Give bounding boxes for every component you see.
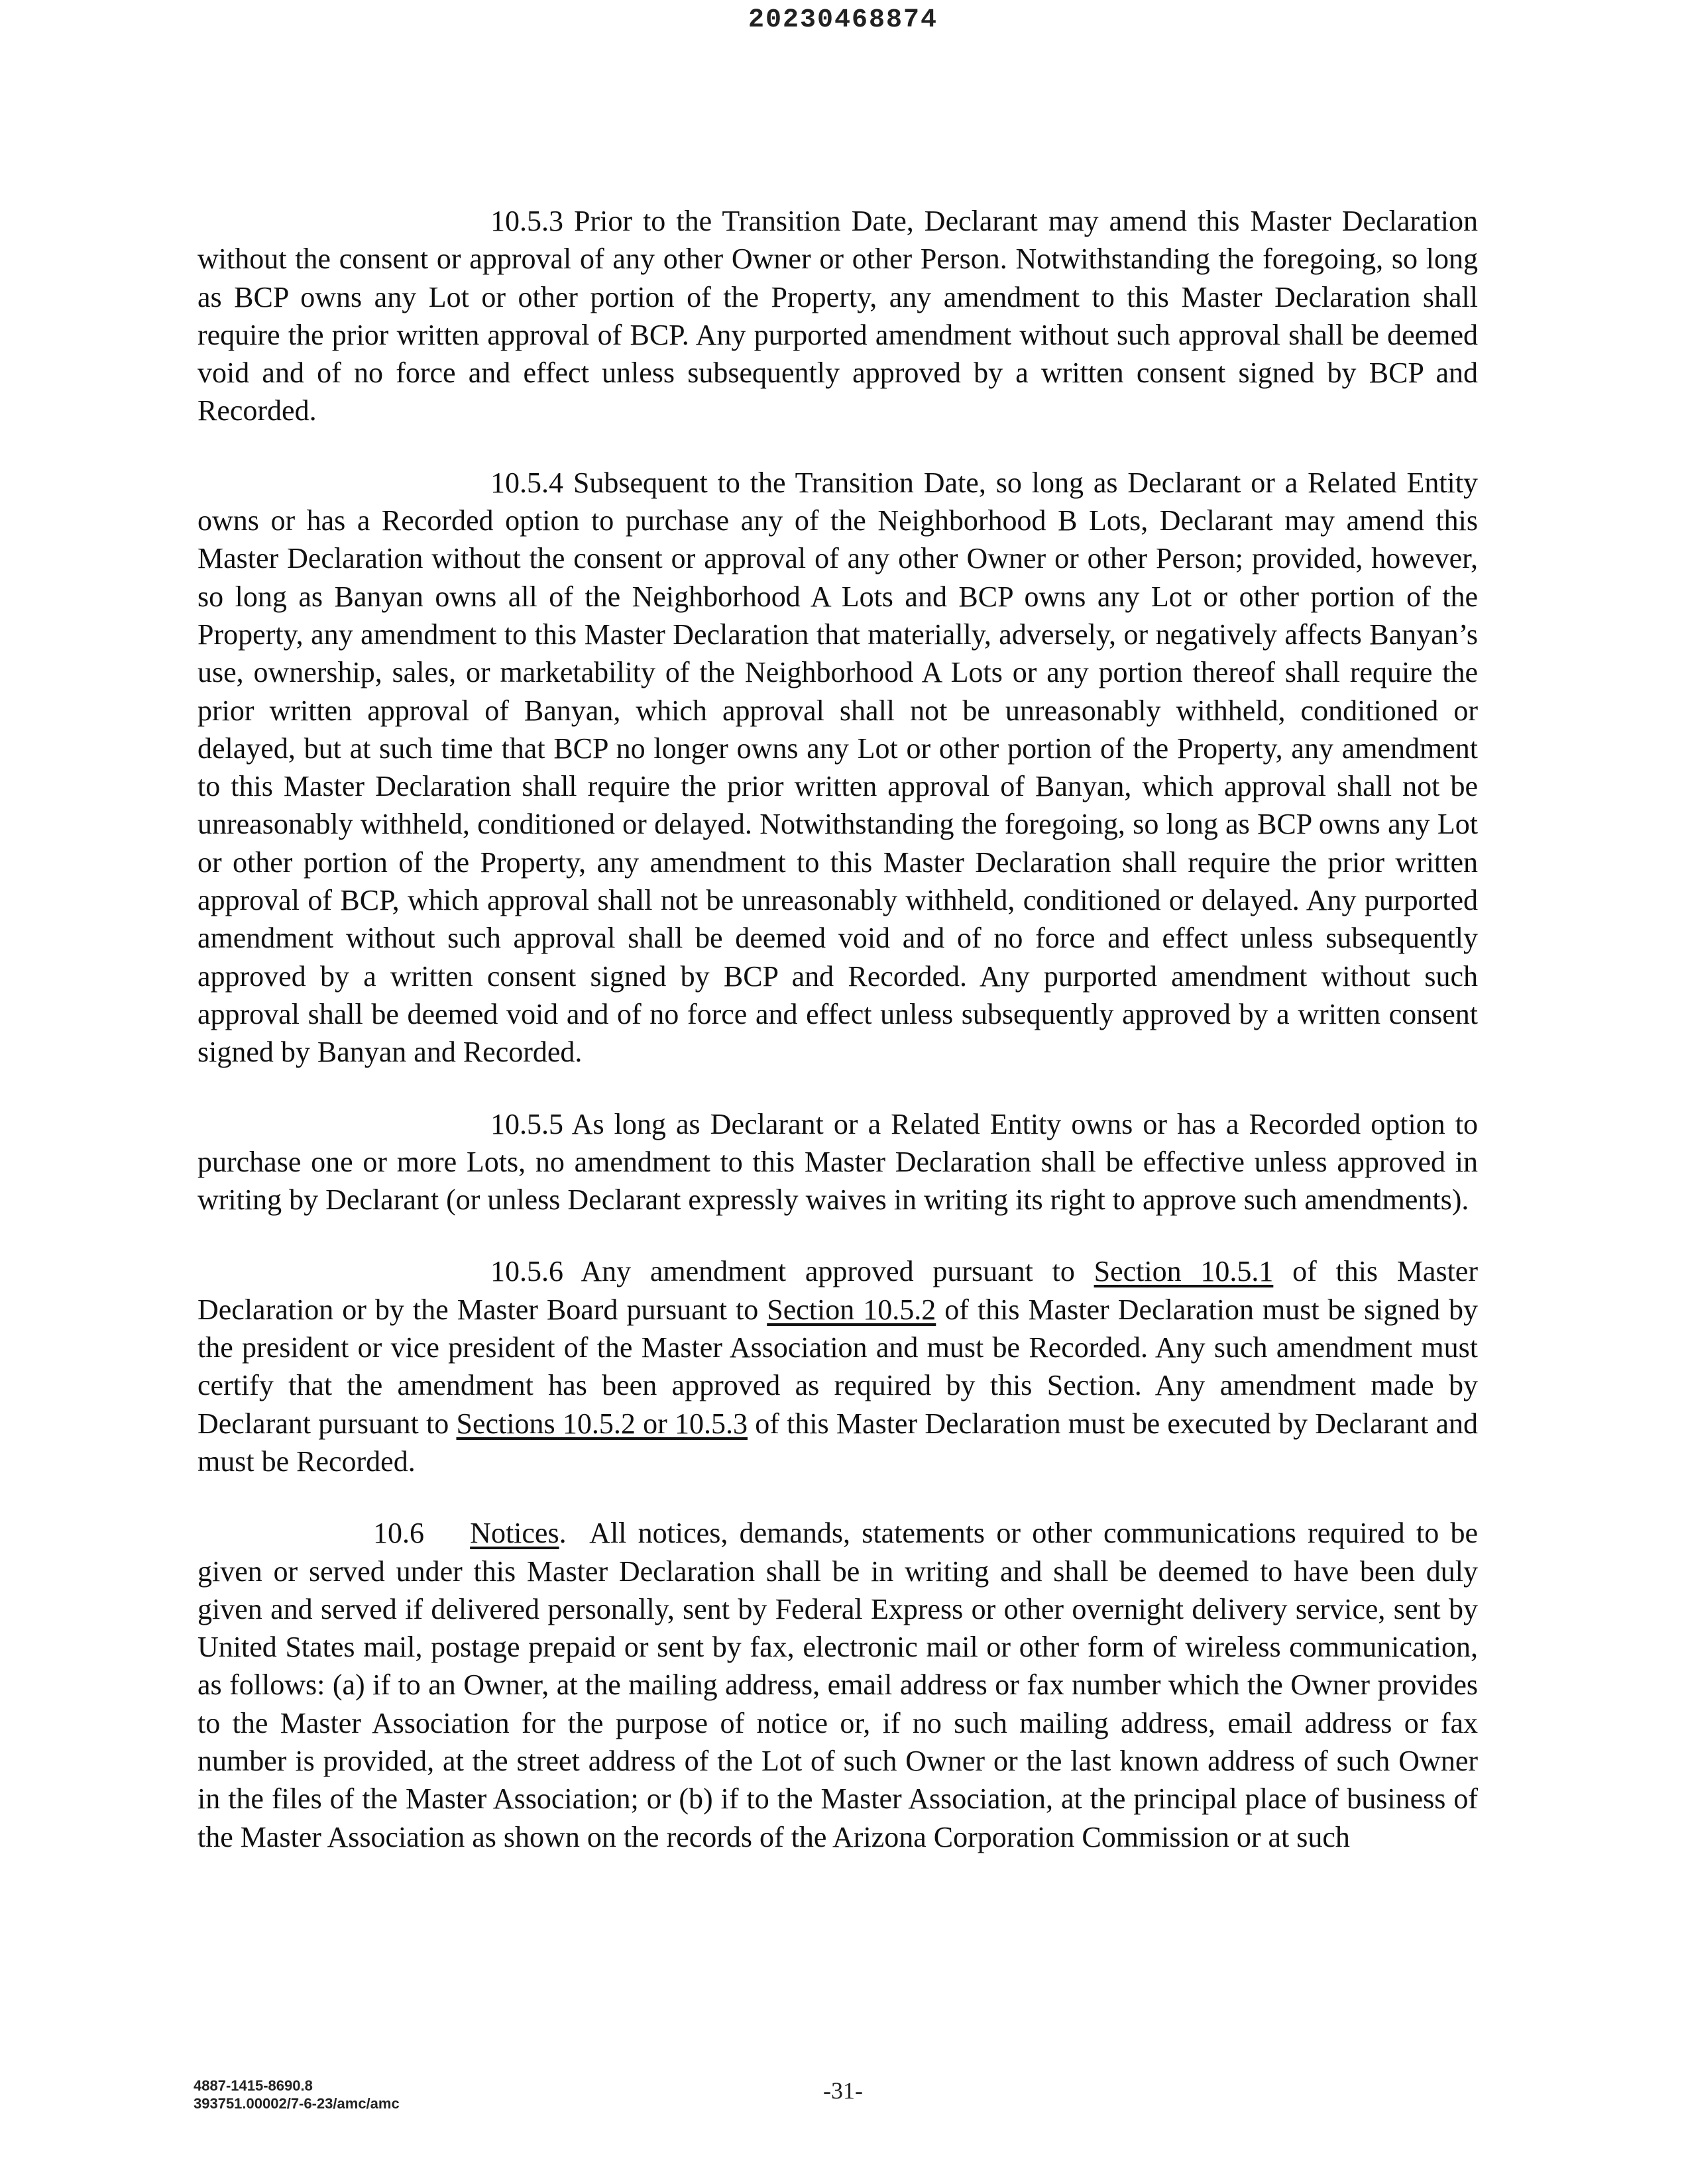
section-10-5-6-text-3: of this Master Declaration must be signed by the president or vice president of the Master Association and must be Recorded. Any such amendment must certify that the amendment has been approved as required by this Section. Any amendment made by Declarant pursuant to (197, 1293, 1479, 1440)
section-10-5-5: 10.5.5 As long as Declarant or a Related Entity owns or has a Recorded option to purchase one or more Lots, no amendment to this Master Declaration shall be effective unless approved in writing by Declarant (or unless Declarant expressly waives in writing its right to approve such amendments). (197, 1107, 1478, 1217)
section-10-5-6-text-2: of this Master Declaration or by the Master Board pursuant to (197, 1255, 1478, 1326)
section-10-6-heading-punct: . (559, 1517, 567, 1550)
section-10-5-1-reference: Section 10.5.1 (1094, 1255, 1274, 1288)
section-10-6-text: All notices, demands, statements or other communications required to be given or served under this Master Declaration shall be in writing and shall be deemed to have been duly given and served if delivered personally, sent by Federal Express or other overnight delivery service, sent by United States mail, postage prepaid or sent by fax, electronic mail or other form of wireless communication, as follows: (a) if to an Owner, at the mailing address, email address or fax number which the Owner provides to the Master Association for the purpose of notice or, if no such mailing address, email address or fax number is provided, at the street address of the Lot of such Owner or the last known address of such Owner in the files of the Master Association; or (b) if to the Master Association, at the principal place of business of the Master Association as shown on the records of the Arizona Corporation Commission or at such (197, 1517, 1479, 1853)
sections-10-5-2-10-5-3-reference: Sections 10.5.2 or 10.5.3 (456, 1407, 748, 1440)
section-10-5-6-text-1: 10.5.6 Any amendment approved pursuant to (490, 1255, 1094, 1288)
section-10-5-4: 10.5.4 Subsequent to the Transition Date, so long as Declarant or a Related Entity owns or has a Recorded option to purchase any of the Neighborhood B Lots, Declarant may amend this Master Declaration without the consent or approval of any other Owner or other Person; provided, however, so long as Banyan owns all of the Neighborhood A Lots and BCP owns any Lot or other portion of the Property, any amendment to this Master Declaration that materially, adversely, or negatively affects Banyan’s use, ownership, sales, or marketability of the Neighborhood A Lots or any portion thereof shall require the prior written approval of Banyan, which approval shall not be unreasonably withheld, conditioned or delayed, but at such time that BCP no longer owns any Lot or other portion of the Property, any amendment to this Master Declaration shall require the prior written approval of Banyan, which approval shall not be unreasonably withheld, conditioned or delayed. Notwithstanding the foregoing, so long as BCP owns any Lot or other portion of the Property, any amendment to this Master Declaration shall require the prior written approval of BCP, which approval shall not be unreasonably withheld, conditioned or delayed. Any purported amendment without such approval shall be deemed void and of no force and effect unless subsequently approved by a written consent signed by BCP and Recorded. Any purported amendment without such approval shall be deemed void and of no force and effect unless subsequently approved by a written consent signed by Banyan and Recorded. (197, 466, 1478, 1069)
page-number: -31- (823, 2077, 863, 2104)
footer-matter-id: 393751.00002/7-6-23/amc/amc (194, 2095, 400, 2112)
section-10-6 (197, 1514, 1478, 1856)
footer-doc-id: 4887-1415-8690.8 (194, 2077, 313, 2094)
section-10-5-6-text-4: of this Master Declaration must be executed by Declarant and must be Recorded. (197, 1407, 1478, 1478)
section-10-6-heading: Notices (470, 1517, 559, 1550)
section-10-5-3: 10.5.3 Prior to the Transition Date, Declarant may amend this Master Declaration without the consent or approval of any other Owner or other Person. Notwithstanding the foregoing, so long as BCP owns any Lot or other portion of the Property, any amendment to this Master Declaration shall require the prior written approval of BCP. Any purported amendment without such approval shall be deemed void and of no force and effect unless subsequently approved by a written consent signed by BCP and Recorded. (197, 205, 1478, 427)
recording-number: 20230468874 (748, 5, 938, 35)
section-10-5-2-reference: Section 10.5.2 (767, 1293, 936, 1326)
section-10-6-number: 10.6 (373, 1517, 424, 1550)
section-10-5-6 (197, 1252, 1478, 1480)
document-body (197, 202, 1478, 1890)
